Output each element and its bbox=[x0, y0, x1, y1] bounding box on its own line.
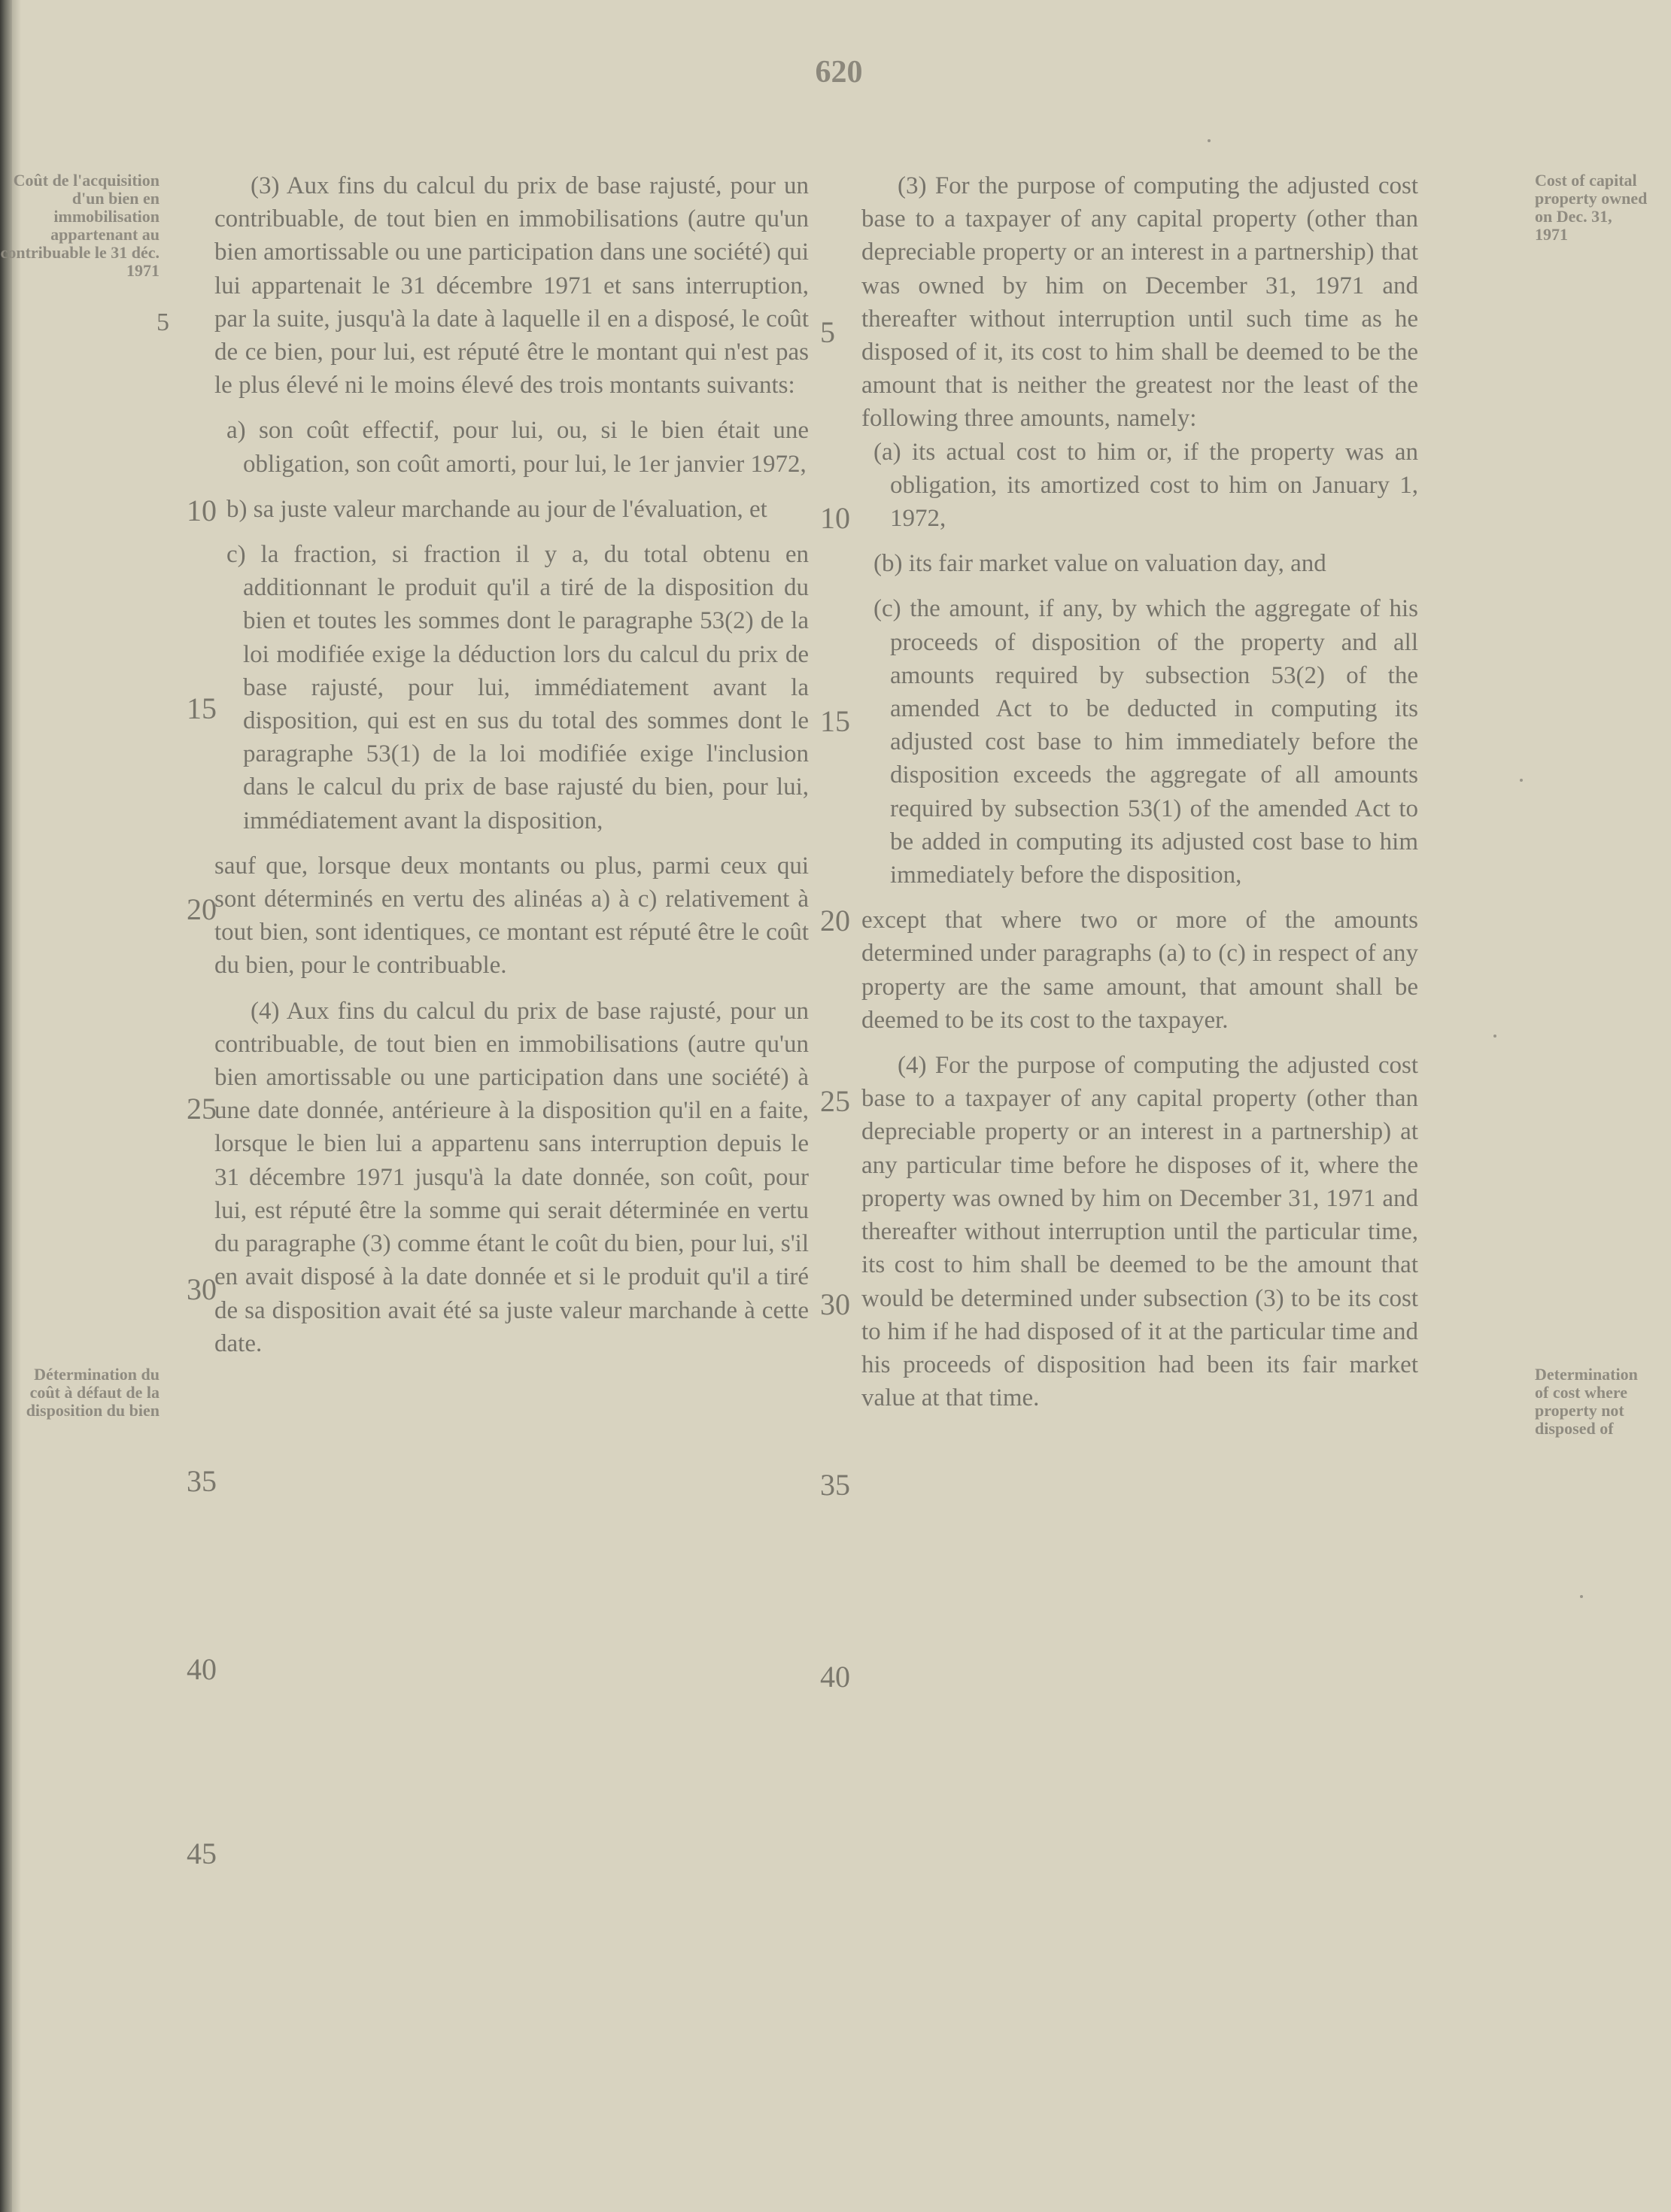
line-number: 25 bbox=[820, 1084, 850, 1118]
line-number: 40 bbox=[187, 1652, 217, 1686]
french-paragraph-b: b) sa juste valeur marchande au jour de l'évaluation, et bbox=[226, 495, 767, 523]
book-binding bbox=[0, 0, 12, 2212]
english-paragraph-a: (a) its actual cost to him or, if the property was an obligation, its amortized cost to him on January 1, 1972, bbox=[873, 438, 1418, 533]
english-column bbox=[861, 169, 1418, 1414]
french-paragraph-a: a) son coût effectif, pour lui, ou, si le bien était une obligation, son coût amorti, pour lui, le 1er janvier 1972, bbox=[226, 417, 809, 478]
scan-speck bbox=[1493, 1035, 1496, 1038]
line-number: 35 bbox=[820, 1468, 850, 1502]
scan-speck bbox=[1580, 1595, 1583, 1598]
line-number: 35 bbox=[187, 1464, 217, 1498]
line-number: 15 bbox=[820, 704, 850, 738]
scan-speck bbox=[1520, 779, 1523, 782]
french-subsection-3: (3) Aux fins du calcul du prix de base rajusté, pour un contribuable, de tout bien en immobilisations (autre qu'un bien amortissable ou une participation dans une société) qui lui appartenait le 31 décembre 1971 et sans interruption, par la suite, jusqu'à la date à laquelle il en a disposé, le coût de ce bien, pour lui, est réputé être le montant qui n'est pas le plus élevé ni le moins élevé des trois montants suivants: bbox=[214, 172, 809, 400]
line-number: 45 bbox=[187, 1837, 217, 1870]
line-number: 5 bbox=[156, 308, 169, 336]
french-subsection-4: (4) Aux fins du calcul du prix de base rajusté, pour un contribuable, de tout bien en immobilisations (autre qu'un bien amortissable ou une participation dans une société) à une date donnée, antérieure à la disposition qu'il en a faite, lorsque le bien lui a appartenu sans interruption depuis le 31 décembre 1971 jusqu'à la date donnée, son coût, pour lui, est réputé être la somme qui serait déterminée en vertu du paragraphe (3) comme étant le coût du bien, pour lui, s'il en avait disposé à la date donnée et si le produit qu'il a tiré de sa disposition avait été sa juste valeur marchande à cette date. bbox=[214, 997, 809, 1357]
french-paragraph-c: c) la fraction, si fraction il y a, du total obtenu en additionnant le produit qu'il a tiré de la disposition du bien et toutes les sommes dont le paragraphe 53(2) de la loi modifiée exige la déduction lors du calcul du prix de base rajusté, pour lui, immédiatement avant la disposition, qui est en sus du total des sommes dont le paragraphe 53(1) de la loi modifiée exige l'inclusion dans le calcul du prix de base rajusté du bien, pour lui, immédiatement avant la disposition, bbox=[226, 541, 809, 834]
line-number: 5 bbox=[820, 315, 835, 349]
french-margin-note-cost: Coût de l'acquisition d'un bien en immobilisation appartenant au contribuable le 31 déc. 1971 bbox=[0, 171, 160, 280]
line-number: 30 bbox=[820, 1287, 850, 1321]
english-subsection-3: (3) For the purpose of computing the adjusted cost base to a taxpayer of any capital property (other than depreciable property or an interest in a partnership) that was owned by him on December 31, 1971 and thereafter without interruption until such time as he disposed of it, its cost to him shall be deemed to be the amount that is neither the greatest nor the least of the following three amounts, namely: bbox=[861, 172, 1418, 433]
scan-speck bbox=[1208, 139, 1211, 142]
french-margin-note-determination: Détermination du coût à défaut de la disposition du bien bbox=[26, 1365, 160, 1420]
line-number: 20 bbox=[820, 904, 850, 937]
line-number: 10 bbox=[820, 501, 850, 535]
line-number: 30 bbox=[187, 1272, 217, 1306]
binding-shadow bbox=[12, 0, 21, 2212]
english-paragraph-b: (b) its fair market value on valuation day, and bbox=[873, 550, 1326, 578]
french-exception-clause: sauf que, lorsque deux montants ou plus, parmi ceux qui sont déterminés en vertu des alinéas a) à c) relativement à tout bien, sont identiques, ce montant est réputé être le coût du bien, pour le contribuable. bbox=[214, 852, 809, 980]
line-number: 10 bbox=[187, 494, 217, 527]
french-column bbox=[214, 169, 809, 1360]
page-number: 620 bbox=[815, 55, 863, 90]
english-exception-clause: except that where two or more of the amounts determined under paragraphs (a) to (c) in respect of any property are the same amount, that amount shall be deemed to be its cost to the taxpayer. bbox=[861, 907, 1418, 1034]
english-paragraph-c: (c) the amount, if any, by which the aggregate of his proceeds of disposition of the property and all amounts required by subsection 53(2) of the amended Act to be deducted in computing its adjusted cost base to him immediately before the disposition exceeds the aggregate of all amounts required by subsection 53(1) of the amended Act to be added in computing its adjusted cost base to him immediately before the disposition, bbox=[873, 595, 1418, 889]
line-number: 20 bbox=[187, 892, 217, 926]
line-number: 15 bbox=[187, 691, 217, 725]
english-margin-note-cost: Cost of capital property owned on Dec. 31, 1971 bbox=[1535, 171, 1648, 244]
english-margin-note-determination: Determination of cost where property not disposed of bbox=[1535, 1365, 1638, 1438]
english-subsection-4: (4) For the purpose of computing the adjusted cost base to a taxpayer of any capital property (other than depreciable property or an interest in a partnership) at any particular time before he disposes of it, where the property was owned by him on December 31, 1971 and thereafter without interruption until the particular time, its cost to him shall be deemed to be the amount that would be determined under subsection (3) to be its cost to him if he had disposed of it at the particular time and his proceeds of disposition had been its fair market value at that time. bbox=[861, 1052, 1418, 1412]
line-number: 25 bbox=[187, 1092, 217, 1126]
line-number: 40 bbox=[820, 1660, 850, 1694]
